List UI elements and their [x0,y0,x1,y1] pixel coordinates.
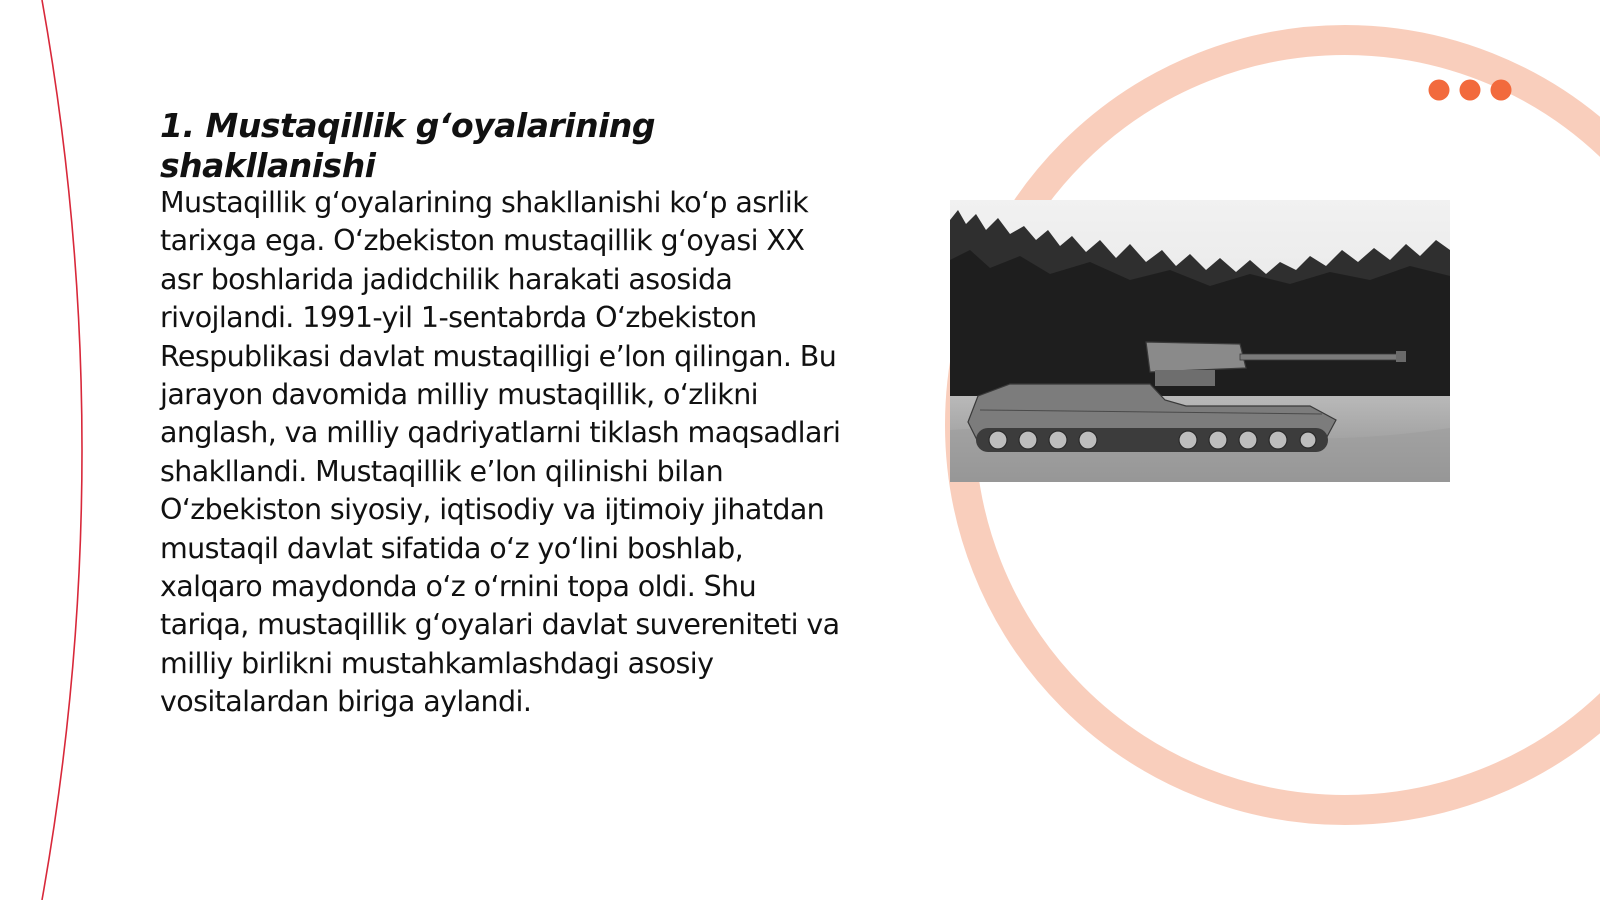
slide-body-text: Mustaqillik g‘oyalarining shakllanishi ko‘p asrlik tarixga ega. O‘zbekiston mustaqillik g‘oyasi XX asr boshlarida jadidchilik harakati asosida rivojlandi. 1991-yil 1-sentabrda O‘zbekiston Respublikasi davlat mustaqilligi e’lon qilingan. Bu jarayon davomida milliy mustaqillik, o‘zlikni anglash, va milliy qadriyatlarni tiklash maqsadlari shakllandi. Mustaqillik e’lon qilinishi bilan O‘zbekiston siyosiy, iqtisodiy va ijtimoiy jihatdan mustaqil davlat sifatida o‘z yo‘lini boshlab, xalqaro maydonda o‘z o‘rnini topa oldi. Shu tariqa, mustaqillik g‘oyalari davlat suvereniteti va milliy birlikni mustahkamlashdagi asosiy vositalardan biriga aylandi. [160,186,841,719]
left-arc-line [42,0,82,900]
slide-title: 1. Mustaqillik g‘oyalarining shakllanishi [160,106,656,185]
tank-photo [950,200,1450,482]
three-dots-icon [1428,79,1512,101]
